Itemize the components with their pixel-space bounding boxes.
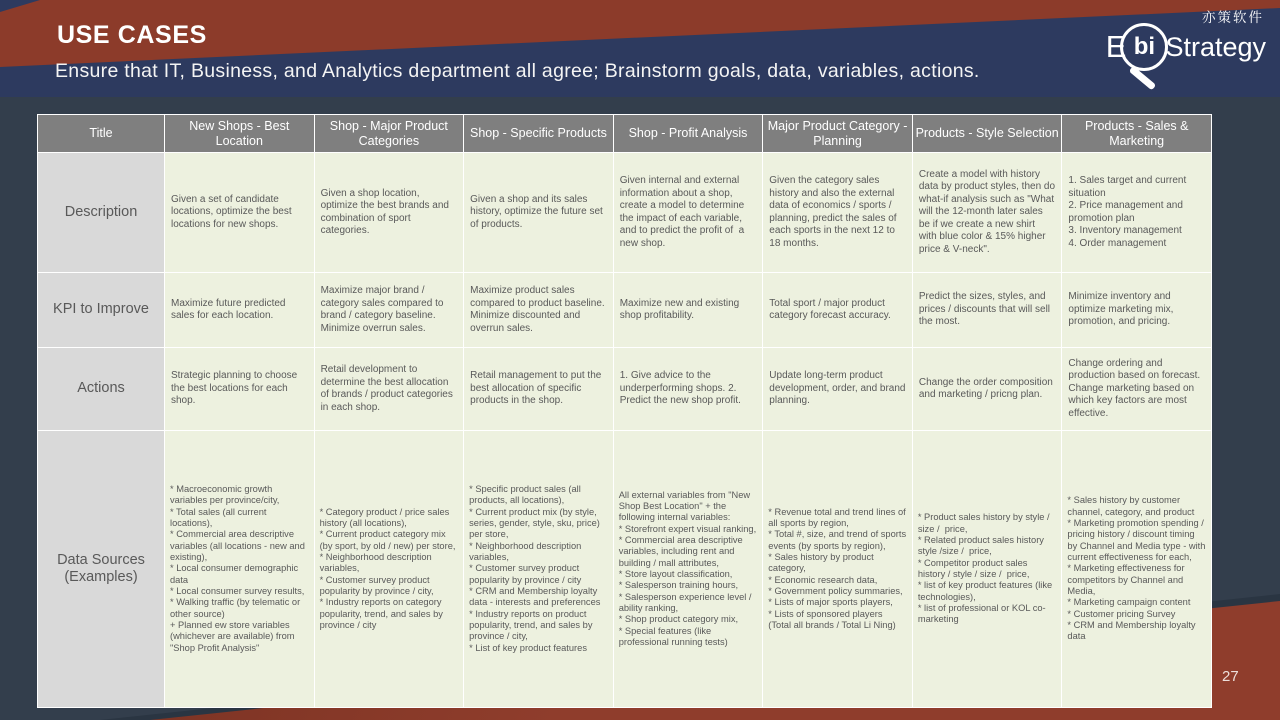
table-cell: 1. Sales target and current situation 2. Price management and promotion plan 3. Inventory management 4. Order management [1062, 153, 1211, 272]
table-cell: Change ordering and production based on forecast. Change marketing based on which key factors are most effective. [1062, 348, 1211, 430]
table-cell: Total sport / major product category forecast accuracy. [763, 273, 912, 347]
table-cell: Given a set of candidate locations, optimize the best locations for new shops. [165, 153, 314, 272]
row-label-description: Description [38, 153, 164, 272]
table-cell: Given a shop location, optimize the best brands and combination of sport categories. [315, 153, 464, 272]
table-cell: Create a model with history data by product styles, then do what-if analysis such as "What will the 12-month later sales be if we create a new shirt with blue color & 15% higher price & V-neck". [913, 153, 1062, 272]
table-cell: 1. Give advice to the underperforming shops. 2. Predict the new shop profit. [614, 348, 763, 430]
slide-title: USE CASES [57, 21, 207, 49]
logo-wordmark [1106, 23, 1266, 71]
row-label-data-sources: Data Sources (Examples) [38, 431, 164, 707]
table-cell: * Revenue total and trend lines of all sports by region, * Total #, size, and trend of sports events (by sports by region), * Sales history by product category, * Economic research data, * Government policy summaries, * Lists of major sports players, * Lists of sponsored players (Total all brands / Total Li Ning) [763, 431, 912, 707]
column-header-shop-profit-analysis: Shop - Profit Analysis [614, 115, 763, 152]
slide-subtitle: Ensure that IT, Business, and Analytics department all agree; Brainstorm goals, data, variables, actions. [55, 60, 980, 82]
logo-chinese-text: 亦策软件 [1202, 10, 1264, 25]
logo-letter-e: E [1105, 29, 1127, 64]
table-cell: Maximize product sales compared to product baseline. Minimize discounted and overrun sales. [464, 273, 613, 347]
column-header-new-shops-best-location: New Shops - Best Location [165, 115, 314, 152]
column-header-shop-major-product-categories: Shop - Major Product Categories [315, 115, 464, 152]
page-number: 27 [1222, 668, 1239, 685]
company-logo [1106, 6, 1266, 71]
table-cell: Maximize major brand / category sales compared to brand / category baseline. Minimize overrun sales. [315, 273, 464, 347]
table-cell: Maximize new and existing shop profitability. [614, 273, 763, 347]
column-header-title: Title [38, 115, 164, 152]
table-cell: Maximize future predicted sales for each location. [165, 273, 314, 347]
table-cell: * Sales history by customer channel, category, and product * Marketing promotion spending / pricing history / discount timing by Channel and Media type - with current effectiveness for each, * Marketing effectiveness for competitors by Channel and Media, * Marketing campaign content * Customer pricing Survey * CRM and Membership loyalty data [1062, 431, 1211, 707]
use-cases-table [37, 114, 1212, 708]
column-header-major-product-category-planning: Major Product Category - Planning [763, 115, 912, 152]
table-cell: Given the category sales history and also the external data of economics / sports / planning, predict the sales of each sports in the next 12 to 18 months. [763, 153, 912, 272]
table-cell: * Specific product sales (all products, all locations), * Current product mix (by style, series, gender, style, sku, price) per store, * Neighborhood description variables, * Customer survey product popularity by province / city * CRM and Membership loyalty data - interests and preferences * Industry reports on product popularity, trend, and sales by province / city, * List of key product features [464, 431, 613, 707]
table-cell: * Macroeconomic growth variables per province/city, * Total sales (all current locations), * Commercial area descriptive variables (all locations - new and existing), * Local consumer demographic data * Local consumer survey results, * Walking traffic (by telematic or other source) + Planned ew store variables (whichever are available) from "Shop Profit Analysis" [165, 431, 314, 707]
column-header-shop-specific-products: Shop - Specific Products [464, 115, 613, 152]
row-label-actions: Actions [38, 348, 164, 430]
row-label-kpi-to-improve: KPI to Improve [38, 273, 164, 347]
column-header-products-sales-marketing: Products - Sales & Marketing [1062, 115, 1211, 152]
table-cell: * Category product / price sales history (all locations), * Current product category mix (by sport, by old / new) per store, * Neighborhood description variables, * Customer survey product popularity by province / city, * Industry reports on category popularity, trend, and sales by province / city [315, 431, 464, 707]
table-cell: Predict the sizes, styles, and prices / discounts that will sell the most. [913, 273, 1062, 347]
table-cell: Update long-term product development, order, and brand planning. [763, 348, 912, 430]
table-cell: All external variables from "New Shop Best Location" + the following internal variables: * Storefront expert visual ranking, * Commercial area descriptive variables, including rent and building / mall attributes, * Store layout classification, * Salesperson training hours, * Salesperson experience level / ability ranking, * Shop product category mix, * Special features (like professional running tests) [614, 431, 763, 707]
logo-strategy-text: Strategy [1165, 31, 1266, 62]
table-cell: Retail development to determine the best allocation of brands / product categories in each shop. [315, 348, 464, 430]
table-cell: Given internal and external information about a shop, create a model to determine the impact of each variable, and to predict the profit of a new shop. [614, 153, 763, 272]
table-cell: Strategic planning to choose the best locations for each shop. [165, 348, 314, 430]
logo-bi-text: bi [1133, 33, 1156, 60]
table-cell: Change the order composition and marketing / pricng plan. [913, 348, 1062, 430]
column-header-products-style-selection: Products - Style Selection [913, 115, 1062, 152]
table-cell: Retail management to put the best allocation of specific products in the shop. [464, 348, 613, 430]
magnifier-icon [1120, 23, 1168, 71]
table-cell: Minimize inventory and optimize marketing mix, promotion, and pricing. [1062, 273, 1211, 347]
table-cell: Given a shop and its sales history, optimize the future set of products. [464, 153, 613, 272]
table-cell: * Product sales history by style / size / price, * Related product sales history style /size / price, * Competitor product sales history / style / size / price, * list of key product features (like technologies), * list of professional or KOL co-marketing [913, 431, 1062, 707]
